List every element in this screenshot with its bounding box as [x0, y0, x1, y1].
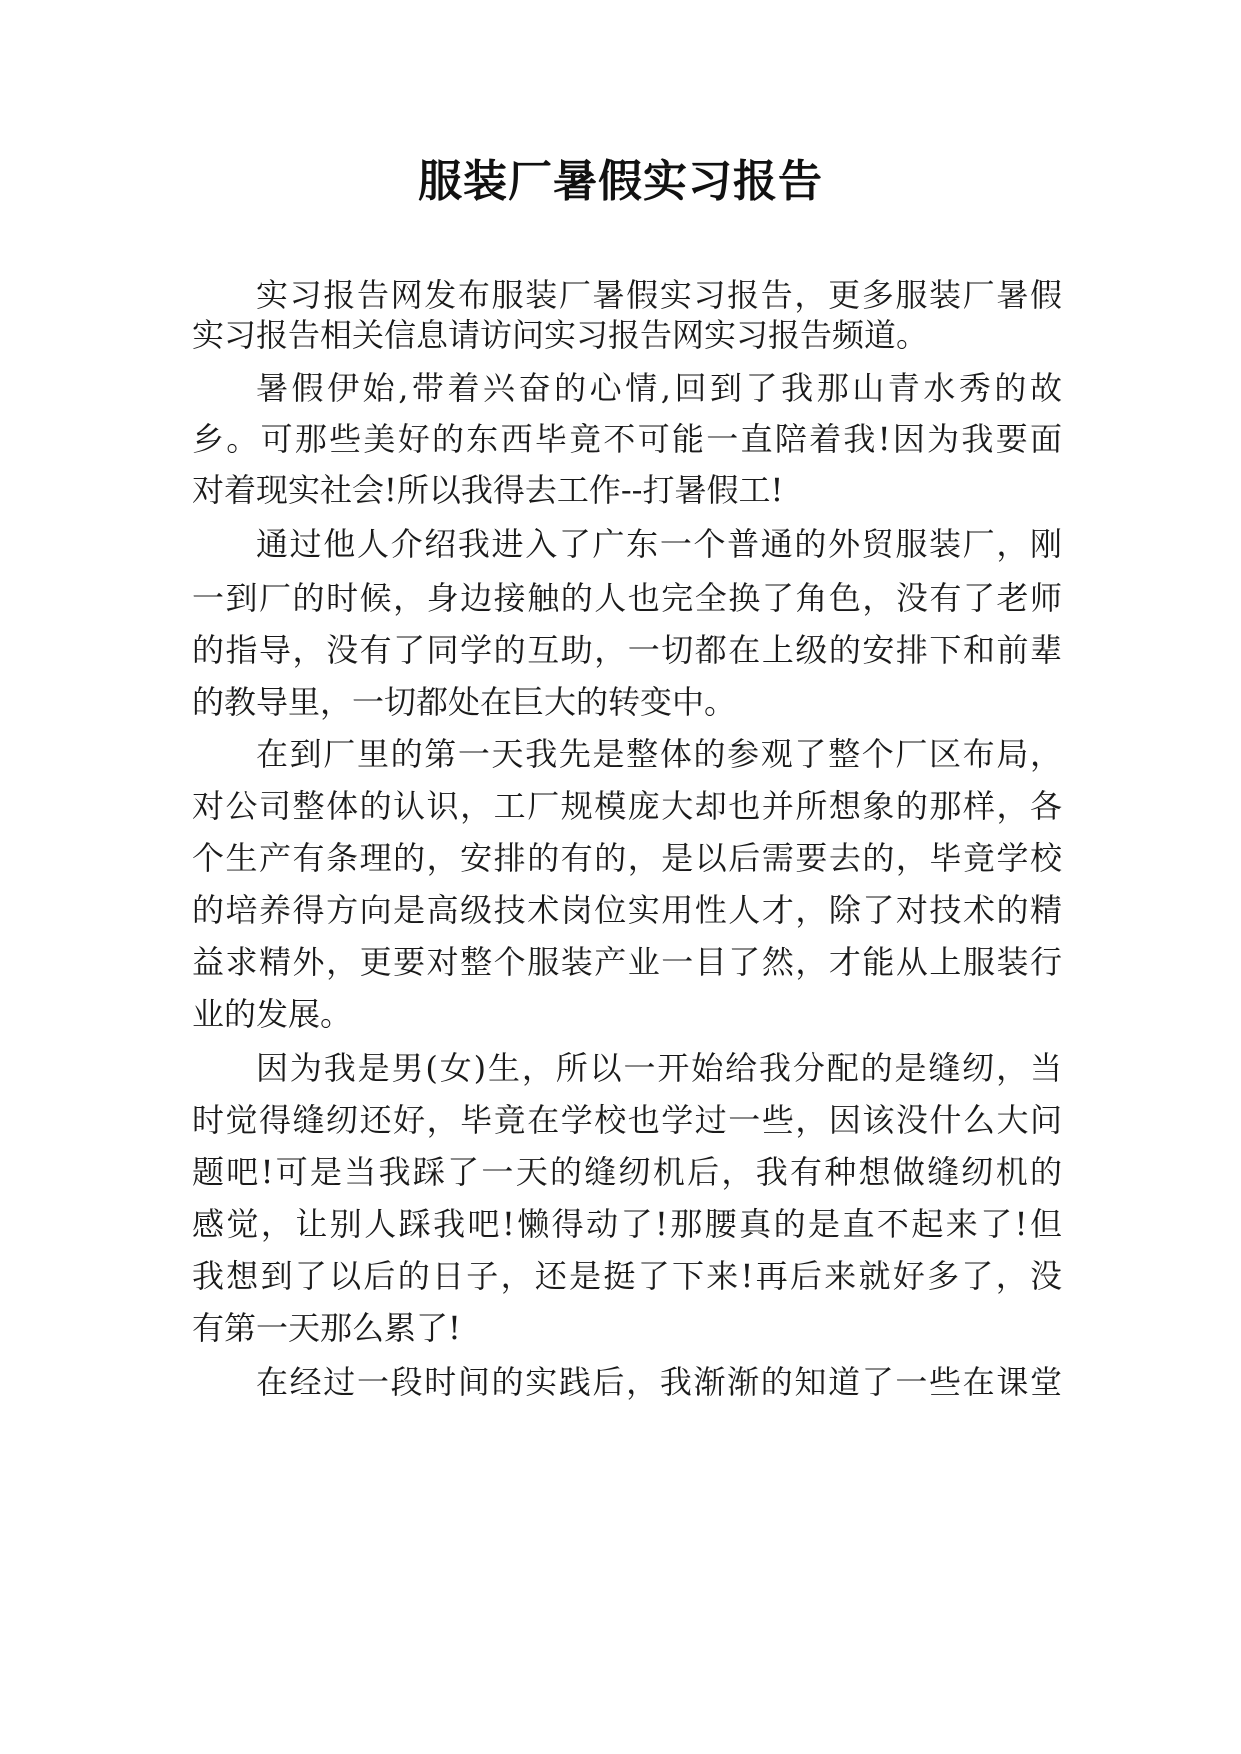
- paragraph-line: 通过他人介绍我进入了广东一个普通的外贸服装厂，刚: [256, 525, 1062, 563]
- paragraph-line: 实习报告相关信息请访问实习报告网实习报告频道。: [192, 316, 929, 354]
- paragraph-line: 益求精外，更要对整个服装产业一目了然，才能从上服装行: [192, 943, 1062, 981]
- paragraph-line: 感觉，让别人踩我吧!懒得动了!那腰真的是直不起来了!但: [192, 1205, 1062, 1243]
- paragraph-line: 实习报告网发布服装厂暑假实习报告，更多服装厂暑假: [256, 276, 1062, 314]
- paragraph-line: 对着现实社会!所以我得去工作--打暑假工!: [192, 471, 784, 509]
- paragraph-line: 业的发展。: [192, 995, 353, 1033]
- paragraph-line: 个生产有条理的，安排的有的，是以后需要去的，毕竟学校: [192, 839, 1062, 877]
- paragraph-line: 一到厂的时候，身边接触的人也完全换了角色，没有了老师: [192, 579, 1062, 617]
- paragraph-line: 对公司整体的认识，工厂规模庞大却也并所想象的那样，各: [192, 787, 1062, 825]
- paragraph-line: 因为我是男(女)生，所以一开始给我分配的是缝纫，当: [256, 1049, 1062, 1087]
- paragraph-line: 我想到了以后的日子，还是挺了下来!再后来就好多了，没: [192, 1257, 1062, 1295]
- paragraph-line: 时觉得缝纫还好，毕竟在学校也学过一些，因该没什么大问: [192, 1101, 1062, 1139]
- paragraph-line: 在到厂里的第一天我先是整体的参观了整个厂区布局，: [256, 735, 1062, 773]
- paragraph-line: 有第一天那么累了!: [192, 1309, 461, 1347]
- paragraph-line: 在经过一段时间的实践后，我渐渐的知道了一些在课堂: [256, 1363, 1062, 1401]
- paragraph-line: 的指导，没有了同学的互助，一切都在上级的安排下和前辈: [192, 631, 1062, 669]
- paragraph-line: 乡。可那些美好的东西毕竟不可能一直陪着我!因为我要面: [192, 420, 1062, 458]
- paragraph-line: 的教导里，一切都处在巨大的转变中。: [192, 683, 737, 721]
- paragraph-line: 的培养得方向是高级技术岗位实用性人才，除了对技术的精: [192, 891, 1062, 929]
- document-title: 服装厂暑假实习报告: [418, 156, 823, 207]
- paragraph-line: 题吧!可是当我踩了一天的缝纫机后，我有种想做缝纫机的: [192, 1153, 1062, 1191]
- paragraph-line: 暑假伊始,带着兴奋的心情,回到了我那山青水秀的故: [256, 369, 1062, 407]
